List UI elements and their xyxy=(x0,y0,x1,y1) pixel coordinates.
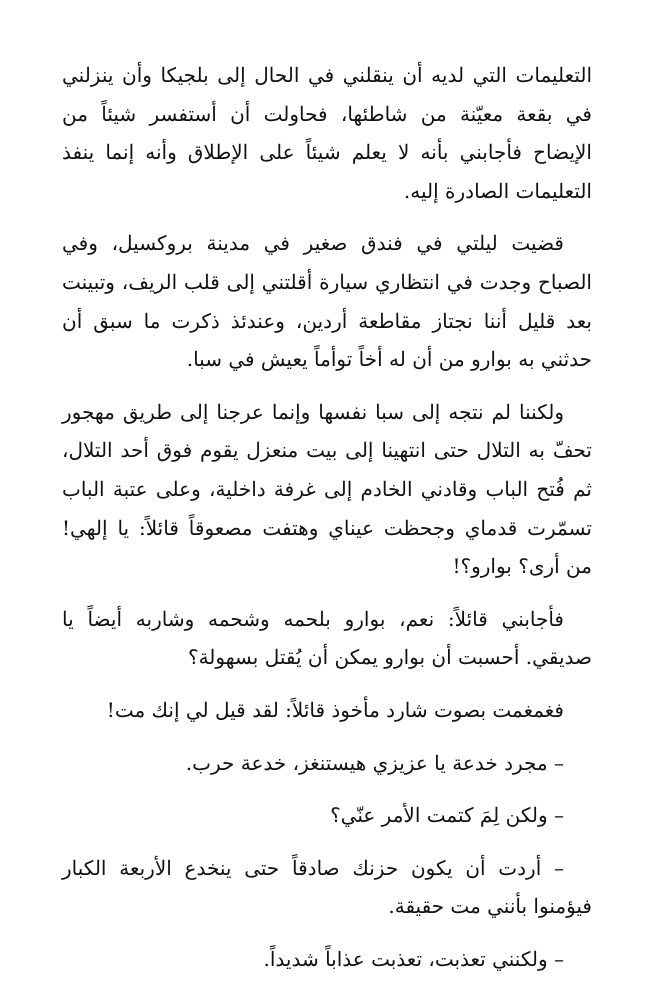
dialogue-line-trick: – مجرد خدعة يا عزيزي هيستنغز، خدعة حرب. xyxy=(185,750,564,775)
paragraph-you-died: فغمغمت بصوت شارد مأخوذ قائلاً: لقد قيل لي إنك مت! xyxy=(106,697,564,722)
book-page xyxy=(62,56,592,992)
paragraph-isolated-house: ولكننا لم نتجه إلى سبا نفسها وإنما عرجنا إلى طريق مهجور تحفّ به التلال حتى انتهينا إلى بيت منعزل يقوم فوق أحد التلال، ثم فُتح الباب وقادني الخادم إلى غرفة داخلية، وعلى عتبة الباب تسمّرت قدماي وجحظت عيناي وهتفت مصعوقاً قائلاً: يا إلهي! من أرى؟ بوارو؟! xyxy=(62,399,592,579)
paragraph-instructions: التعليمات التي لديه أن ينقلني في الحال إلى بلجيكا وأن ينزلني في بقعة معيّنة من شاطئها، فحاولت أن أستفسر شيئاً من الإيضاح فأجابني بأنه لا يعلم شيئاً على الإطلاق وأنه إنما ينفذ التعليمات الصادرة إليه. xyxy=(62,63,592,203)
dialogue-line-grief: – أردت أن يكون حزنك صادقاً حتى ينخدع الأربعة الكبار فيؤمنوا بأنني مت حقيقة. xyxy=(62,855,592,919)
dialogue-line-why-hide: – ولكن لِمَ كتمت الأمر عنّي؟ xyxy=(330,803,564,828)
paragraph-brussels: قضيت ليلتي في فندق صغير في مدينة بروكسيل، وفي الصباح وجدت في انتظاري سيارة أقلتني إلى قلب الريف، وتبينت بعد قليل أننا نجتاز مقاطعة أردين، وعندئذ ذكرت ما سبق أن حدثني به بوارو من أن له أخاً توأماً يعيش في سبا. xyxy=(62,231,592,372)
paragraph-poirot-reply: فأجابني قائلاً: نعم، بوارو بلحمه وشحمه وشاربه أيضاً يا صديقي. أحسبت أن بوارو يمكن أن يُقتل بسهولة؟ xyxy=(62,606,592,670)
dialogue-line-suffered: – ولكنني تعذبت، تعذبت عذاباً شديداً. xyxy=(263,946,564,971)
